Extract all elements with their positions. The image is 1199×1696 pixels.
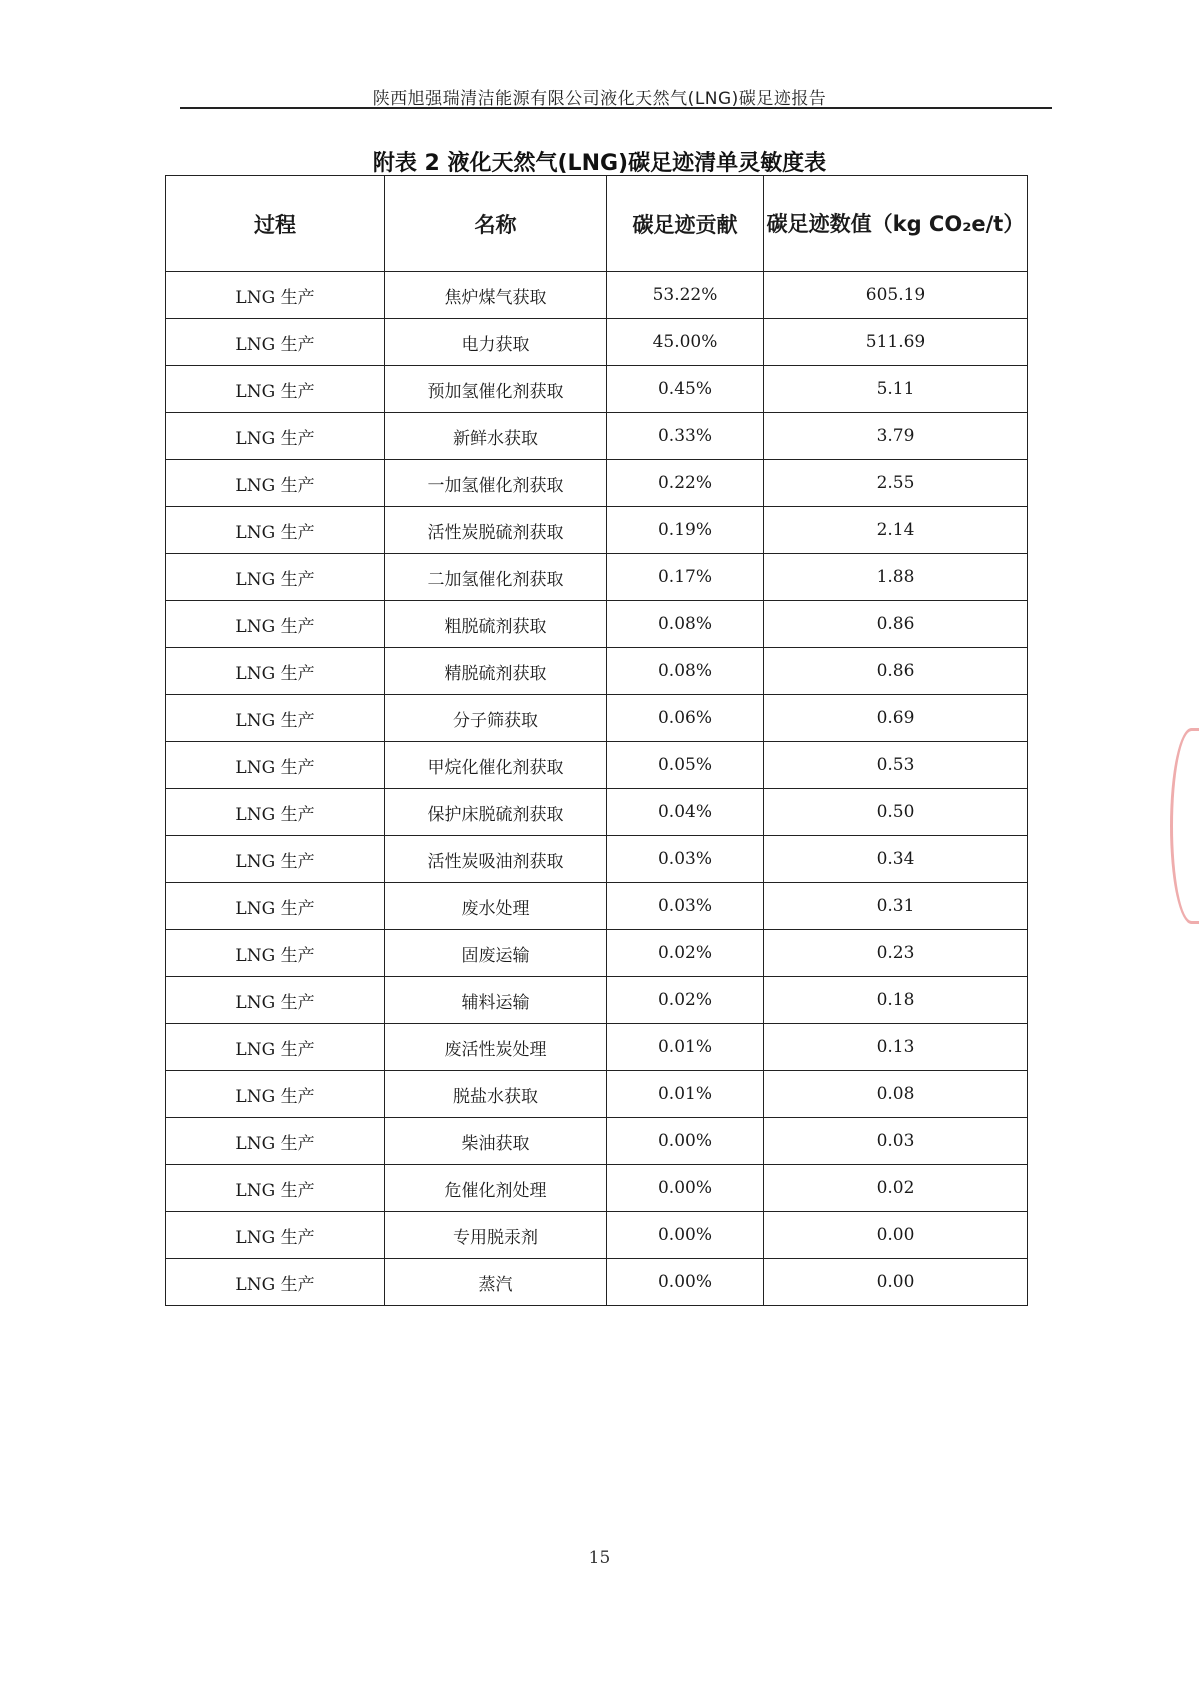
cell-name: 活性炭吸油剂获取 xyxy=(385,836,607,883)
table-row xyxy=(166,648,1028,695)
table-row xyxy=(166,1259,1028,1306)
table-row xyxy=(166,366,1028,413)
table-row xyxy=(166,695,1028,742)
cell-value: 0.18 xyxy=(764,977,1028,1024)
cell-name: 辅料运输 xyxy=(385,977,607,1024)
cell-value: 0.50 xyxy=(764,789,1028,836)
cell-contribution: 0.22% xyxy=(607,460,764,507)
cell-name: 甲烷化催化剂获取 xyxy=(385,742,607,789)
cell-process: LNG 生产 xyxy=(166,977,385,1024)
cell-process: LNG 生产 xyxy=(166,1118,385,1165)
table-row xyxy=(166,1024,1028,1071)
cell-name: 分子筛获取 xyxy=(385,695,607,742)
column-header-contribution: 碳足迹贡献 xyxy=(607,176,764,272)
cell-contribution: 0.00% xyxy=(607,1165,764,1212)
sensitivity-table xyxy=(165,175,1028,1306)
table-row xyxy=(166,601,1028,648)
cell-name: 废水处理 xyxy=(385,883,607,930)
cell-value: 0.53 xyxy=(764,742,1028,789)
cell-contribution: 0.02% xyxy=(607,977,764,1024)
cell-value: 0.02 xyxy=(764,1165,1028,1212)
cell-value: 0.00 xyxy=(764,1259,1028,1306)
cell-process: LNG 生产 xyxy=(166,1165,385,1212)
cell-value: 3.79 xyxy=(764,413,1028,460)
table-row xyxy=(166,1165,1028,1212)
table-row xyxy=(166,789,1028,836)
cell-process: LNG 生产 xyxy=(166,695,385,742)
table-row xyxy=(166,977,1028,1024)
cell-value: 511.69 xyxy=(764,319,1028,366)
cell-name: 预加氢催化剂获取 xyxy=(385,366,607,413)
cell-value: 0.08 xyxy=(764,1071,1028,1118)
cell-name: 固废运输 xyxy=(385,930,607,977)
header-rule xyxy=(180,107,1052,109)
cell-contribution: 0.33% xyxy=(607,413,764,460)
table-row xyxy=(166,272,1028,319)
cell-name: 危催化剂处理 xyxy=(385,1165,607,1212)
cell-process: LNG 生产 xyxy=(166,1259,385,1306)
cell-contribution: 0.03% xyxy=(607,883,764,930)
table-row xyxy=(166,1071,1028,1118)
cell-value: 0.86 xyxy=(764,648,1028,695)
cell-value: 0.13 xyxy=(764,1024,1028,1071)
cell-process: LNG 生产 xyxy=(166,1024,385,1071)
cell-name: 废活性炭处理 xyxy=(385,1024,607,1071)
cell-name: 活性炭脱硫剂获取 xyxy=(385,507,607,554)
cell-value: 0.03 xyxy=(764,1118,1028,1165)
cell-process: LNG 生产 xyxy=(166,272,385,319)
cell-process: LNG 生产 xyxy=(166,460,385,507)
column-header-process: 过程 xyxy=(166,176,385,272)
cell-contribution: 0.17% xyxy=(607,554,764,601)
cell-value: 0.86 xyxy=(764,601,1028,648)
cell-name: 专用脱汞剂 xyxy=(385,1212,607,1259)
column-header-name: 名称 xyxy=(385,176,607,272)
cell-process: LNG 生产 xyxy=(166,1212,385,1259)
cell-contribution: 0.45% xyxy=(607,366,764,413)
cell-contribution: 45.00% xyxy=(607,319,764,366)
cell-process: LNG 生产 xyxy=(166,789,385,836)
table-row xyxy=(166,742,1028,789)
cell-value: 0.23 xyxy=(764,930,1028,977)
column-header-value: 碳足迹数值（kg CO₂e/t） xyxy=(764,176,1028,272)
table-row xyxy=(166,460,1028,507)
cell-contribution: 0.19% xyxy=(607,507,764,554)
cell-process: LNG 生产 xyxy=(166,742,385,789)
table-row xyxy=(166,413,1028,460)
table-row xyxy=(166,930,1028,977)
cell-value: 1.88 xyxy=(764,554,1028,601)
cell-value: 0.31 xyxy=(764,883,1028,930)
cell-name: 新鲜水获取 xyxy=(385,413,607,460)
cell-contribution: 53.22% xyxy=(607,272,764,319)
page-number: 15 xyxy=(588,1548,611,1568)
table-header-row xyxy=(166,176,1028,272)
cell-value: 0.34 xyxy=(764,836,1028,883)
cell-value: 2.14 xyxy=(764,507,1028,554)
table-row xyxy=(166,1118,1028,1165)
red-stamp xyxy=(1170,728,1199,924)
cell-contribution: 0.00% xyxy=(607,1259,764,1306)
cell-process: LNG 生产 xyxy=(166,648,385,695)
page-header: 陕西旭强瑞清洁能源有限公司液化天然气(LNG)碳足迹报告 xyxy=(372,89,827,109)
cell-contribution: 0.00% xyxy=(607,1212,764,1259)
table-row xyxy=(166,554,1028,601)
cell-process: LNG 生产 xyxy=(166,601,385,648)
cell-contribution: 0.02% xyxy=(607,930,764,977)
cell-name: 焦炉煤气获取 xyxy=(385,272,607,319)
cell-contribution: 0.01% xyxy=(607,1024,764,1071)
table-row xyxy=(166,319,1028,366)
cell-name: 二加氢催化剂获取 xyxy=(385,554,607,601)
cell-process: LNG 生产 xyxy=(166,930,385,977)
cell-contribution: 0.05% xyxy=(607,742,764,789)
table-row xyxy=(166,507,1028,554)
cell-name: 蒸汽 xyxy=(385,1259,607,1306)
cell-name: 电力获取 xyxy=(385,319,607,366)
cell-value: 605.19 xyxy=(764,272,1028,319)
cell-process: LNG 生产 xyxy=(166,366,385,413)
cell-contribution: 0.00% xyxy=(607,1118,764,1165)
cell-value: 5.11 xyxy=(764,366,1028,413)
cell-value: 0.00 xyxy=(764,1212,1028,1259)
cell-contribution: 0.06% xyxy=(607,695,764,742)
cell-process: LNG 生产 xyxy=(166,319,385,366)
table-body xyxy=(166,272,1028,1306)
cell-process: LNG 生产 xyxy=(166,507,385,554)
table-row xyxy=(166,836,1028,883)
cell-name: 粗脱硫剂获取 xyxy=(385,601,607,648)
cell-contribution: 0.08% xyxy=(607,648,764,695)
cell-value: 2.55 xyxy=(764,460,1028,507)
cell-contribution: 0.03% xyxy=(607,836,764,883)
table-row xyxy=(166,1212,1028,1259)
cell-contribution: 0.08% xyxy=(607,601,764,648)
cell-process: LNG 生产 xyxy=(166,883,385,930)
cell-process: LNG 生产 xyxy=(166,1071,385,1118)
table-row xyxy=(166,883,1028,930)
cell-name: 脱盐水获取 xyxy=(385,1071,607,1118)
cell-contribution: 0.01% xyxy=(607,1071,764,1118)
cell-name: 一加氢催化剂获取 xyxy=(385,460,607,507)
cell-process: LNG 生产 xyxy=(166,836,385,883)
cell-name: 保护床脱硫剂获取 xyxy=(385,789,607,836)
cell-contribution: 0.04% xyxy=(607,789,764,836)
table-title: 附表 2 液化天然气(LNG)碳足迹清单灵敏度表 xyxy=(372,151,827,176)
cell-process: LNG 生产 xyxy=(166,413,385,460)
cell-process: LNG 生产 xyxy=(166,554,385,601)
cell-name: 精脱硫剂获取 xyxy=(385,648,607,695)
cell-name: 柴油获取 xyxy=(385,1118,607,1165)
cell-value: 0.69 xyxy=(764,695,1028,742)
